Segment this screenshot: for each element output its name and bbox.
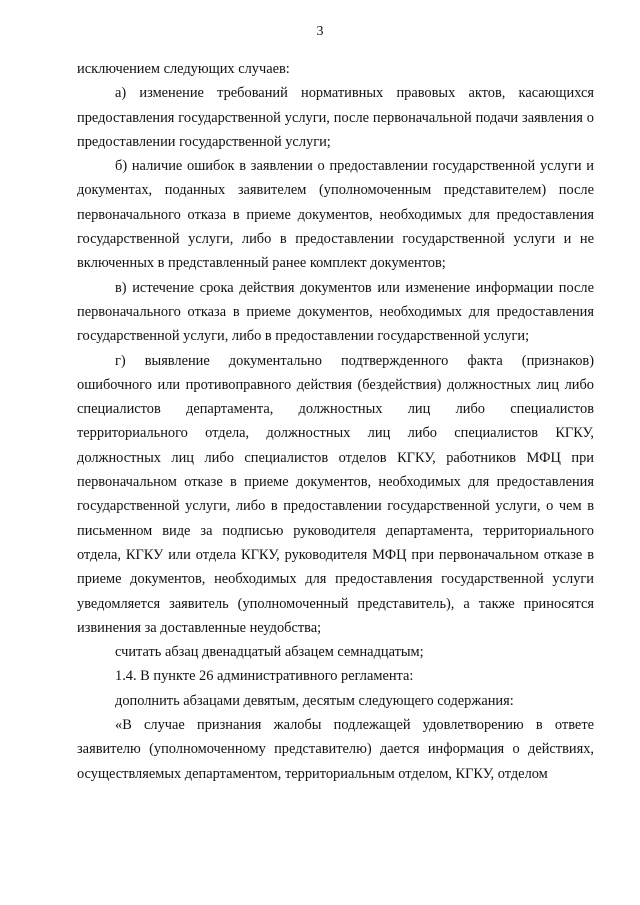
document-body: [77, 57, 594, 786]
paragraph-quoted-addition: «В случае признания жалобы подлежащей удовлетворению в ответе заявителю (уполномоченному представителю) дается информация о действиях, осуществляемых департаментом, территориальным отделом, КГКУ, отделом: [77, 717, 594, 782]
paragraph-renumber-note: считать абзац двенадцатый абзацем семнадцатым;: [115, 644, 424, 661]
paragraph-item-b: б) наличие ошибок в заявлении о предоставлении государственной услуги и документах, поданных заявителем (уполномоченным представителем) после первоначального отказа в приеме документов, необходимых для предоставления государственной услуги, либо в предоставлении государственной услуги и не включенных в представленный ранее комплект документов;: [77, 158, 594, 272]
paragraph-supplement-instruction: дополнить абзацами девятым, десятым следующего содержания:: [115, 692, 514, 709]
page-number: 3: [316, 24, 324, 39]
paragraph-item-a: а) изменение требований нормативных правовых актов, касающихся предоставления государственной услуги, после первоначальной подачи заявления о предоставлении государственной услуги;: [77, 85, 594, 150]
paragraph-intro-continuation: исключением следующих случаев:: [77, 61, 290, 77]
paragraph-section-1-4: 1.4. В пункте 26 административного регламента:: [115, 668, 414, 685]
paragraph-item-g: г) выявление документально подтвержденного факта (признаков) ошибочного или противоправного действия (бездействия) должностных лиц либо специалистов департамента, должностных лиц либо специалистов территориального отдела, должностных лиц либо специалистов КГКУ, должностных лиц либо специалистов отделов КГКУ, работников МФЦ при первоначальном отказе в приеме документов, необходимых для предоставления государственной услуги, либо в предоставлении государственной услуги, о чем в письменном виде за подписью руководителя департамента, территориального отдела, КГКУ или отдела КГКУ, руководителя МФЦ при первоначальном отказе в приеме документов, необходимых для предоставления государственной услуги уведомляется заявитель (уполномоченный представитель), а также приносятся извинения за доставленные неудобства;: [77, 352, 594, 636]
paragraph-item-v: в) истечение срока действия документов или изменение информации после первоначального отказа в приеме документов, необходимых для предоставления государственной услуги, либо в предоставлении государственной услуги;: [77, 279, 594, 345]
